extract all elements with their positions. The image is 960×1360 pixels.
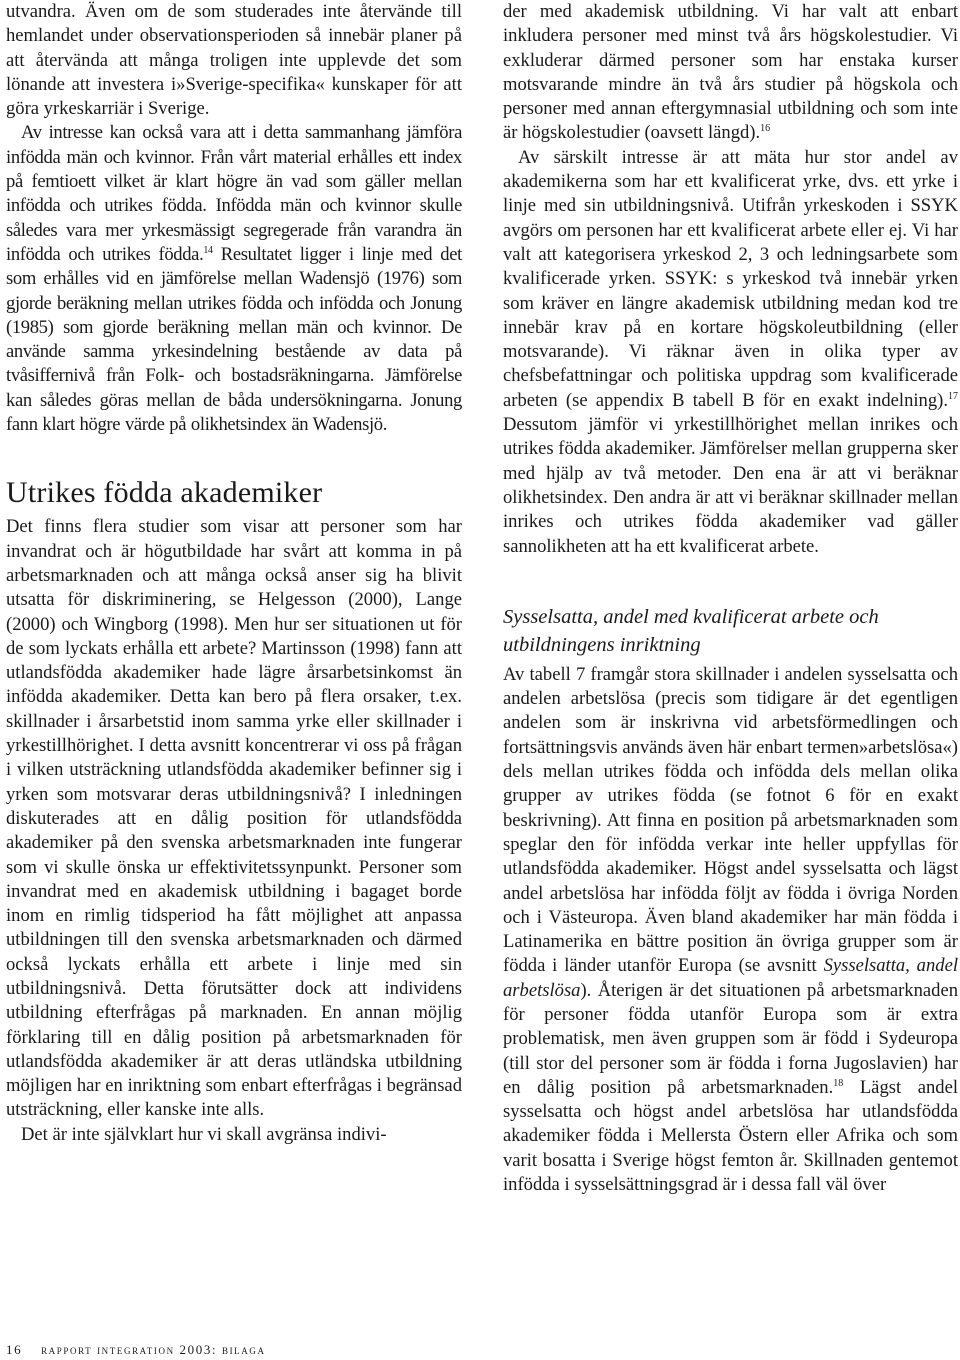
footnote-ref-16: 16 bbox=[760, 123, 771, 135]
paragraph-text: Av intresse kan också vara att i detta sammanhang jämföra infödda män och kvinnor. Från vårt material erhålles ett index på femtioett vilket är klart högre än vad som gäller mellan infödda och utrikes födda. Infödda män och kvinnor skulle således vara mer yrkesmässigt segregerade från varandra än infödda och utrikes födda. bbox=[6, 122, 462, 265]
footnote-ref-14: 14 bbox=[203, 244, 213, 256]
paragraph-text: Resultatet ligger i linje med det som erhålles vid en jämförelse mellan Wadensjö (1976) som gjorde beräkning mellan utrikes födda och infödda och Jonung (1985) som gjorde beräkning mellan män och kvinnor. De använde samma yrkesindelning bestående av data på tvåsiffernivå från Folk- och bostadsräkningarna. Jämförelse kan således göras mellan de båda undersökningarna. Jonung fann klart högre värde på olikhetsindex än Wadensjö. bbox=[6, 243, 462, 436]
paragraph-text: Lägst andel sysselsatta och högst andel arbetslösa har utlandsfödda akademiker födda i Mellersta Östern eller Afrika och som varit bosatta i Sverige högst femton år. Skillnaden gentemot infödda i sysselsättningsgrad är i dessa fall väl över bbox=[503, 1076, 958, 1196]
paragraph-text: Av tabell 7 framgår stora skillnader i andelen sysselsatta och andelen arbetslösa (precis som tidigare är det egentligen andelen som är inskrivna vid arbetsförmedlingen och fortsättningsvis används även här enbart termen»arbetslösa«) dels mellan utrikes födda och infödda dels mellan olika grupper av utrikes födda (se fotnot 6 för en exakt beskrivning). Att finna en position på arbetsmarknaden som speglar den för infödda verkar inte heller uppfyllas för utlandsfödda akademiker. Högst andel sysselsatta och lägst andel arbetslösa har infödda följt av födda i övriga Norden och i Västeuropa. Även bland akademiker har män födda i Latinamerika en bättre position än övriga grupper som är födda i länder utanför Europa (se avsnitt bbox=[503, 663, 958, 977]
paragraph-continuation: utvandra. Även om de som studerades inte återvände till hemlandet under observationsperioden så innebär planer på att återvända att många troligen inte upplevde det som lönande att investera i»Sverige-specifika« kunskaper för att göra yrkeskarriär i Sverige. bbox=[6, 1, 462, 120]
right-column bbox=[503, 0, 958, 1197]
page-footer bbox=[6, 1342, 266, 1358]
paragraph-academics-intro: Det finns flera studier som visar att personer som har invandrat och är högutbildade har svårt att komma in på arbetsmarknaden och att många också anser sig ha blivit utsatta för diskriminering, se Helgesson (2000), Lange (2000) och Wingborg (1998). Men hur ser situationen ut för de som lyckats erhålla ett arbete? Martinsson (1998) fann att utlandsfödda akademiker hade lägre årsarbetsinkomst än infödda akademiker. Detta kan bero på flera orsaker, t.ex. skillnader i årsarbetstid inom samma yrke eller skillnader i yrkestillhörighet. I detta avsnitt koncentrerar vi oss på frågan i vilken utsträckning utlandsfödda akademiker befinner sig i yrken som motsvarar deras utbildningsnivå? I inledningen diskuterades att en dålig position för utlandsfödda akademiker på den svenska arbetsmarknaden inte fungerar som vi skulle önska ur effektivitetssynpunkt. Personer som invandrat med en akademisk utbildning i bagaget borde inom en rimlig tidsperiod ha fått möjlighet att anpassa utbildningen till den svenska arbetsmarknaden och därmed också lyckats erhålla ett arbete i linje med sin utbildningsnivå. Detta förutsätter dock att individens utbildning efterfrågas på marknaden. En annan möjlig förklaring till en dålig position på arbetsmarknaden för utlandsfödda akademiker är att deras utländska utbildning möjligen har en inriktning som enbart efterfrågas i begränsad utsträckning, eller kanske inte alls. bbox=[6, 516, 462, 1121]
paragraph-text: der med akademisk utbildning. Vi har valt att enbart inkludera personer med minst två års högskolestudier. Vi exkluderar därmed personer som har enstaka kurser motsvarande mindre än två års studier på högskola och personer med annan eftergymnasial utbildning och som inte är högskolestudier (oavsett längd). bbox=[503, 1, 958, 144]
paragraph-continuation bbox=[503, 0, 958, 146]
paragraph-text: ). Återigen är det situationen på arbetsmarknaden för personer födda utanför Europa som är extra problematisk, men även gruppen som är född i Sydeuropa (till stor del personer som är födda i forna Jugoslavien) har en dålig position på arbetsmarknaden. bbox=[503, 979, 958, 1098]
left-column bbox=[6, 0, 462, 1147]
paragraph-table-7 bbox=[503, 663, 958, 1198]
subsection-heading: Sysselsatta, andel med kvalificerat arbete och utbildningens inriktning bbox=[503, 605, 879, 656]
section-heading: Utrikes födda akademiker bbox=[6, 476, 323, 510]
footnote-ref-18: 18 bbox=[833, 1077, 844, 1089]
paragraph-text: Dessutom jämför vi yrkestillhörighet mellan inrikes och utrikes födda akademiker. Jämförelser mellan grupperna sker med hjälp av två metoder. Den ena är att vi beräknar olikhetsindex. Den andra är att vi beräknar skillnader mellan inrikes och utrikes födda akademiker vad gäller sannolikheten att ha ett kvalificerat arbete. bbox=[503, 414, 958, 557]
page-number: 16 bbox=[6, 1342, 23, 1357]
paragraph-delimitation: Det är inte självklart hur vi skall avgränsa indivi- bbox=[21, 1123, 387, 1145]
paragraph-qualified-jobs bbox=[503, 146, 958, 559]
section-reference: Sysselsatta, andel arbetslösa bbox=[503, 955, 958, 1001]
running-title: rapport integration 2003: bilaga bbox=[41, 1342, 266, 1357]
paragraph-text: Av särskilt intresse är att mäta hur stor andel av akademikerna som har ett kvalificerat yrke, dvs. ett yrke i linje med sin utbildningsnivå. Utifrån yrkeskoden i SSYK avgörs om personen har ett kvalificerat arbete eller ej. Vi har valt att kategorisera yrkeskod 2, 3 och ledningsarbete som kvalificerade yrken. SSYK: s yrkeskod två innebär yrken som kräver en längre akademisk utbildning medan kod tre innebär krav på en kortare högskoleutbildning (eller motsvarande). Vi räknar även in olika typer av chefsbefattningar och politiska uppdrag som kvalificerade arbeten (se appendix B tabell B för en exakt indelning). bbox=[503, 146, 958, 411]
paragraph-gender-comparison bbox=[6, 121, 462, 437]
footnote-ref-17: 17 bbox=[948, 390, 958, 402]
